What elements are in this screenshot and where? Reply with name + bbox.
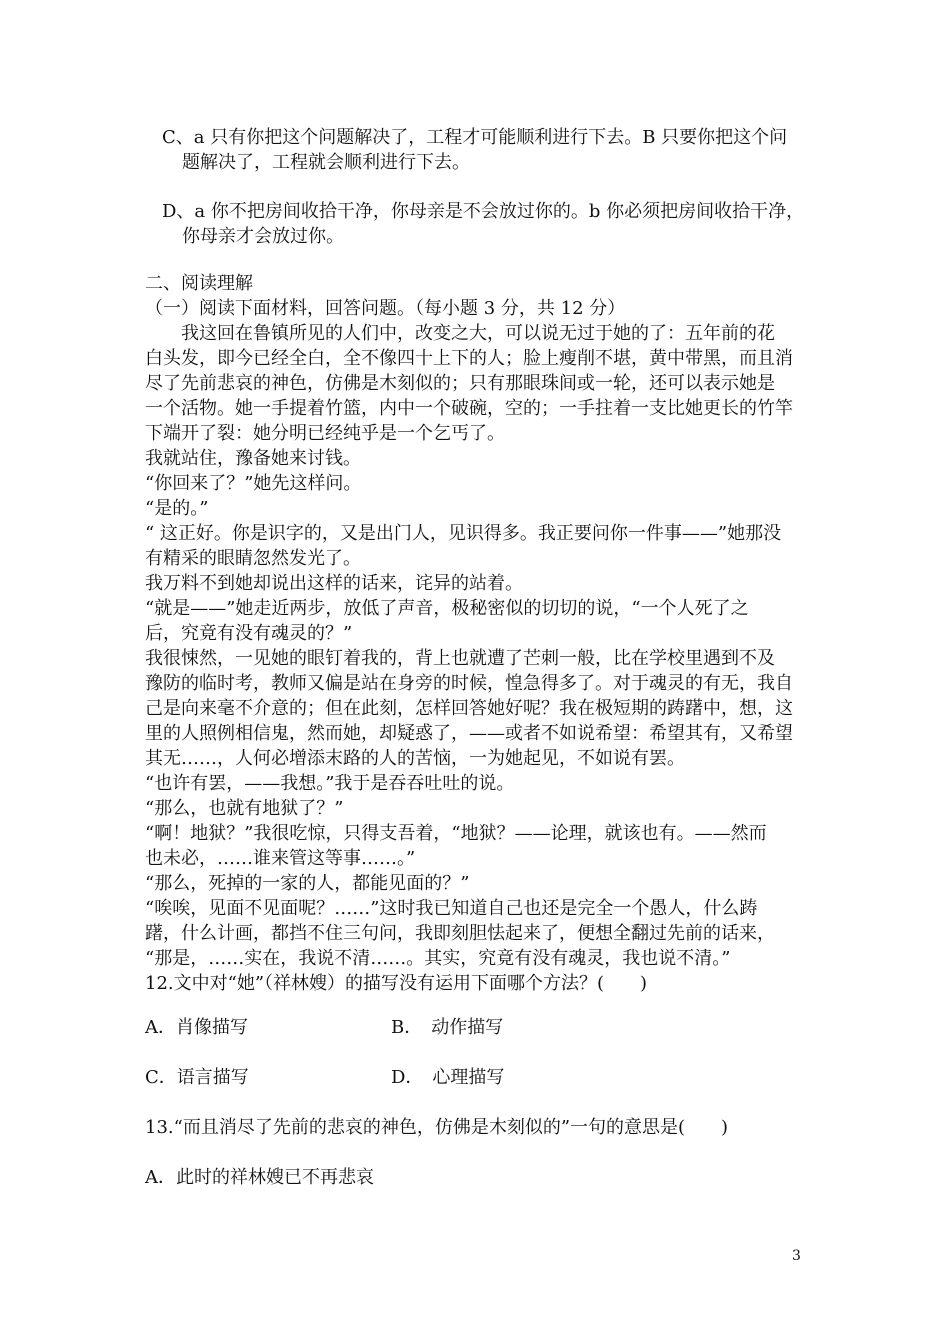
q13 [145, 1115, 810, 1140]
passage [145, 321, 810, 971]
q13-option-a: A．此时的祥林嫂已不再悲哀 [145, 1167, 374, 1188]
section-title: 二、阅读理解 [145, 273, 253, 294]
q12-option-c: C．语言描写 [145, 1067, 249, 1088]
passage-line: 也未必，……谁来管这等事……。” [145, 848, 416, 869]
passage-line: “也许有罢，——我想。”我于是吞吞吐吐的说。 [145, 773, 515, 794]
q12-option-a: A．肖像描写 [145, 1017, 248, 1038]
passage-line: “是的。” [145, 498, 209, 519]
passage-line: 我很悚然，一见她的眼钉着我的，背上也就遭了芒刺一般，比在学校里遇到不及 [145, 648, 775, 669]
passage-line: 一个活物。她一手提着竹篮，内中一个破碗，空的；一手拄着一支比她更长的竹竿 [145, 398, 793, 419]
passage-line: 下端开了裂：她分明已经纯乎是一个乞丐了。 [145, 423, 505, 444]
passage-line: 己是向来毫不介意的；但在此刻，怎样回答她好呢？我在极短期的踌躇中，想，这 [145, 698, 793, 719]
passage-line: 其无……，人何必增添末路的人的苦恼，一为她起见，不如说有罢。 [145, 748, 685, 769]
passage-line: 有精采的眼睛忽然发光了。 [145, 548, 361, 569]
passage-line: 尽了先前悲哀的神色，仿佛是木刻似的；只有那眼珠间或一轮，还可以表示她是 [145, 373, 775, 394]
option-c-line2: 题解决了，工程就会顺利进行下去。 [182, 152, 470, 173]
option-d-prev [162, 199, 810, 249]
passage-line: 我万料不到她却说出这样的话来，诧异的站着。 [145, 573, 523, 594]
passage-line: “ 这正好。你是识字的，又是出门人，见识得多。我正要问你一件事——”她那没 [145, 523, 782, 544]
passage-line: “那是，……实在，我说不清……。其实，究竟有没有魂灵，我也说不清。” [145, 948, 731, 969]
passage-line: 躇，什么计画，都挡不住三句问，我即刻胆怯起来了，便想全翻过先前的话来， [145, 923, 775, 944]
passage-line: 白头发，即今已经全白，全不像四十上下的人；脸上瘦削不堪，黄中带黑，而且消 [145, 348, 793, 369]
passage-line: 我就站住，豫备她来讨钱。 [145, 448, 361, 469]
q13-stem: 13.“而且消尽了先前的悲哀的神色，仿佛是木刻似的”一句的意思是( ) [145, 1117, 729, 1138]
passage-line: 我这回在鲁镇所见的人们中，改变之大，可以说无过于她的了：五年前的花 [181, 323, 775, 344]
q12-stem: 12.文中对“她”（祥林嫂）的描写没有运用下面哪个方法？( ) [145, 973, 648, 994]
passage-line: “那么，也就有地狱了？” [145, 798, 344, 819]
page-number: 3 [792, 1248, 801, 1264]
passage-line: 豫防的临时考，教师又偏是站在身旁的时候，惶急得多了。对于魂灵的有无，我自 [145, 673, 793, 694]
q12-option-b: B． 动作描写 [391, 1017, 504, 1038]
section-subtitle: （一）阅读下面材料，回答问题。（每小题 3 分，共 12 分） [145, 298, 626, 319]
option-d-line2: 你母亲才会放过你。 [182, 226, 344, 247]
option-d-line1: D、a 你不把房间收拾干净，你母亲是不会放过你的。b 你必须把房间收拾干净， [162, 201, 805, 222]
passage-line: “就是——”她走近两步，放低了声音，极秘密似的切切的说，“一个人死了之 [145, 598, 749, 619]
passage-line: “你回来了？”她先这样问。 [145, 473, 362, 494]
q12-options-row-2 [145, 1065, 745, 1090]
q12-options-row-1 [145, 1015, 745, 1040]
passage-line: “那么，死掉的一家的人，都能见面的？” [145, 873, 470, 894]
q12-option-d: D． 心理描写 [391, 1067, 505, 1088]
passage-line: “啊！地狱？”我很吃惊，只得支吾着，“地狱？——论理，就该也有。——然而 [145, 823, 767, 844]
option-c-line1: C、a 只有你把这个问题解决了，工程才可能顺利进行下去。B 只要你把这个问 [162, 127, 788, 148]
passage-line: “唉唉，见面不见面呢？……”这时我已知道自己也还是完全一个愚人，什么踌 [145, 898, 758, 919]
passage-line: 里的人照例相信鬼，然而她，却疑惑了，——或者不如说希望：希望其有，又希望 [145, 723, 793, 744]
option-c-prev [162, 125, 810, 175]
reading-section [145, 271, 810, 996]
passage-line: 后，究竟有没有魂灵的？” [145, 623, 353, 644]
q13-options [145, 1165, 810, 1190]
